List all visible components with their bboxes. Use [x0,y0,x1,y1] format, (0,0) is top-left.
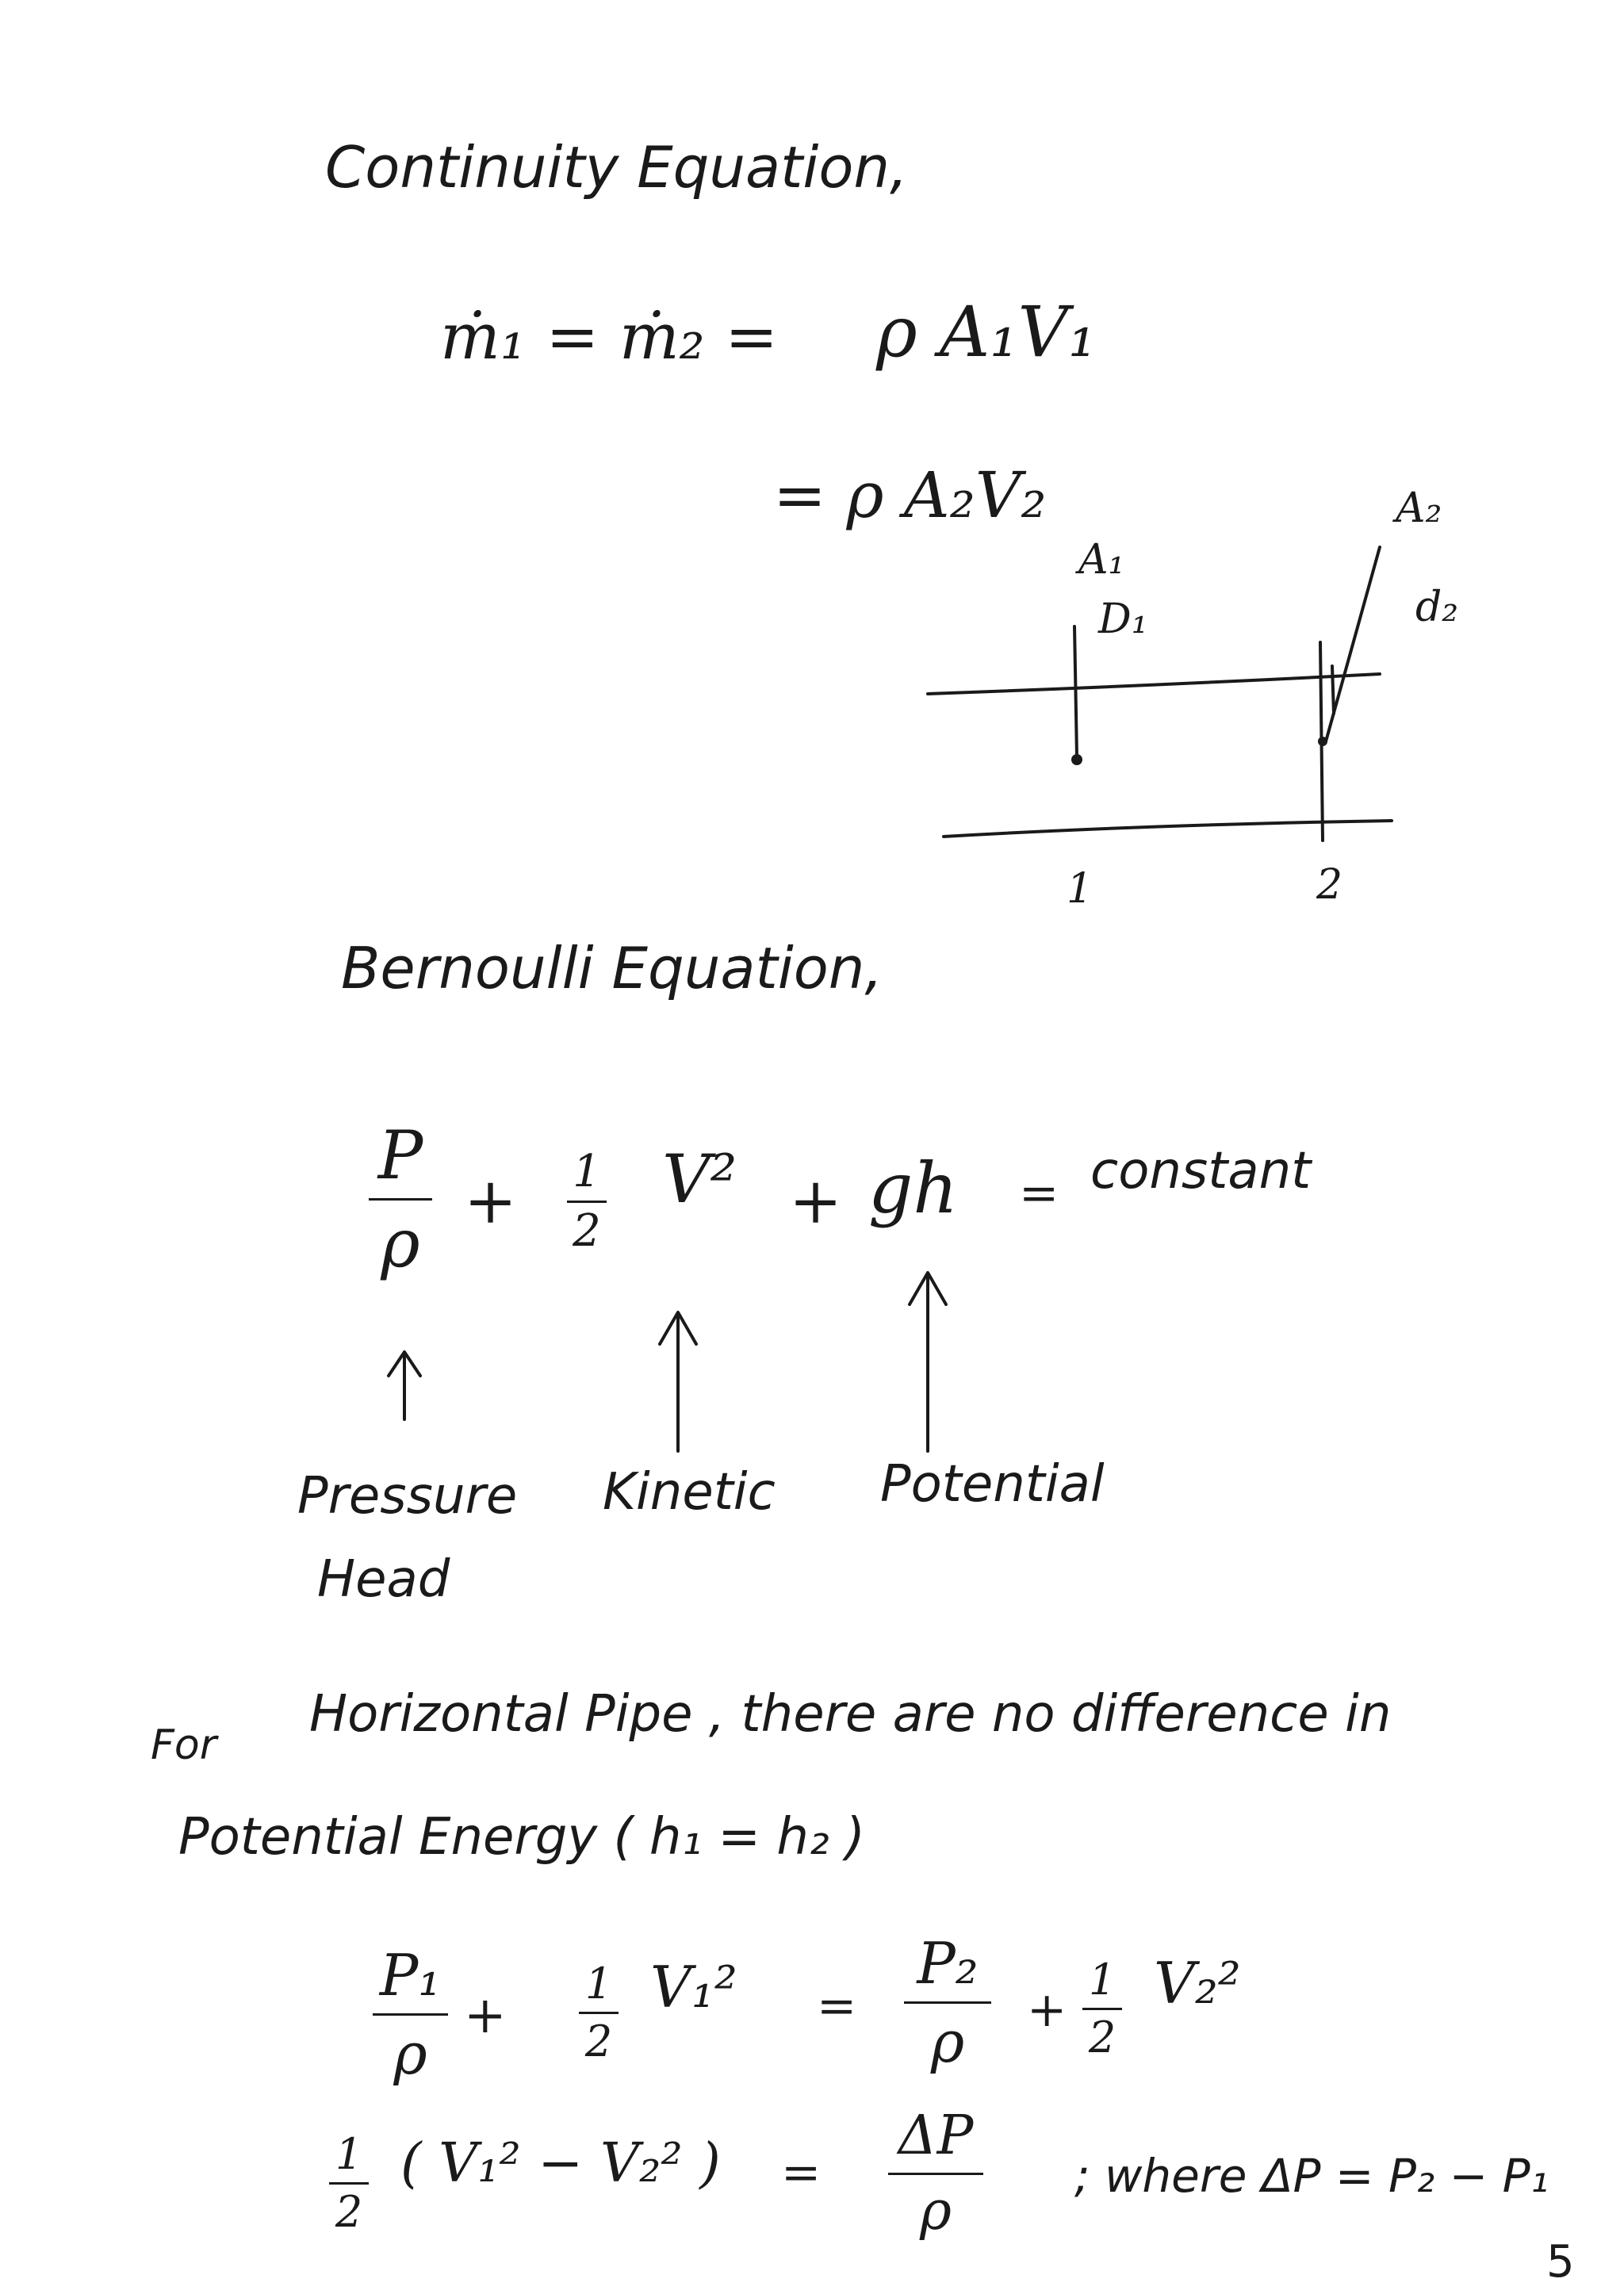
eq2-half-fraction [329,2129,369,2237]
page-number: 5 [1546,2236,1575,2288]
eq1-equals: = [817,1978,857,2034]
station-2-dot [1318,737,1327,746]
fraction-numerator: 1 [584,1959,613,2009]
bernoulli-pressure-fraction [369,1116,432,1282]
fraction-numerator: P [377,1116,423,1194]
arrow-potential [910,1273,946,1451]
fraction-numerator: 1 [335,2129,363,2179]
eq1-half2-fraction [1082,1955,1122,2062]
bernoulli-equals: = [1019,1166,1059,1221]
fraction-numerator: 1 [1088,1955,1116,2005]
pipe-top-wall [928,674,1380,694]
eq1-half-fraction [579,1959,619,2066]
eq1-v2-term: V₂² [1154,1950,1241,2016]
bernoulli-constant: constant [1090,1142,1312,1201]
eq2-equals: = [781,2145,822,2200]
arrow-pressure [389,1352,420,1419]
pipe-bottom-wall [944,821,1392,837]
diagram-label-d1: D₁ [1098,596,1148,643]
fraction-numerator: P₂ [917,1930,979,1997]
bernoulli-half-fraction [567,1146,607,1257]
diagram-station-1: 1 [1067,865,1094,913]
eq1-p2-fraction [904,1930,991,2075]
station-2-tick [1332,666,1334,714]
eq1-plus-b: + [1027,1982,1067,2038]
fraction-denominator: ρ [393,2020,427,2087]
fraction-denominator: 2 [335,2187,363,2237]
bernoulli-plus-2: + [789,1164,843,1238]
diagram-label-a2: A₂ [1396,484,1442,532]
fraction-denominator: ρ [381,1204,420,1282]
diagram-station-2: 2 [1316,861,1343,909]
bernoulli-gh-term: gh [868,1147,959,1229]
horizontal-for: For [151,1721,217,1769]
station-1-dot [1071,754,1082,765]
eq1-plus-a: + [464,1986,507,2045]
a2-leader-line [1326,547,1380,741]
fraction-numerator: ΔP [898,2104,974,2167]
eq2-difference: ( V₁² − V₂² ) [400,2132,721,2195]
eq1-v1-term: V₁² [650,1954,737,2020]
eq2-dp-fraction [888,2104,983,2242]
fraction-denominator: 2 [584,2016,613,2066]
fraction-denominator: 2 [573,1205,601,1257]
fraction-denominator: 2 [1088,2013,1116,2062]
eq2-where-clause: ; where ΔP = P₂ − P₁ [1074,2149,1549,2203]
bernoulli-plus-1: + [464,1164,518,1238]
continuity-eq-line2: = ρ A₂V₂ [773,458,1047,532]
continuity-eq-lhs: ṁ₁ = ṁ₂ = [440,300,779,373]
fraction-denominator: ρ [930,2009,965,2075]
diagram-label-d2: d₂ [1415,584,1459,631]
label-pressure: Pressure [297,1467,518,1526]
fraction-numerator: P₁ [379,1942,442,2009]
station-1-line [1074,626,1077,757]
label-potential: Potential [880,1455,1105,1514]
fraction-numerator: 1 [573,1146,601,1197]
continuity-heading: Continuity Equation, [325,134,908,201]
diagram-label-a1: A₁ [1078,536,1125,584]
label-kinetic: Kinetic [603,1463,776,1522]
eq1-p1-fraction [373,1942,448,2087]
label-head: Head [317,1550,450,1609]
fraction-denominator: ρ [920,2180,952,2242]
bernoulli-heading: Bernoulli Equation, [341,935,883,1001]
continuity-eq-rhs: ρ A₁V₁ [876,291,1097,373]
bernoulli-velocity-term: V² [662,1140,737,1218]
arrow-kinetic [660,1312,696,1451]
horizontal-line1: Horizontal Pipe , there are no difference in [309,1685,1392,1744]
horizontal-line2: Potential Energy ( h₁ = h₂ ) [178,1808,865,1867]
